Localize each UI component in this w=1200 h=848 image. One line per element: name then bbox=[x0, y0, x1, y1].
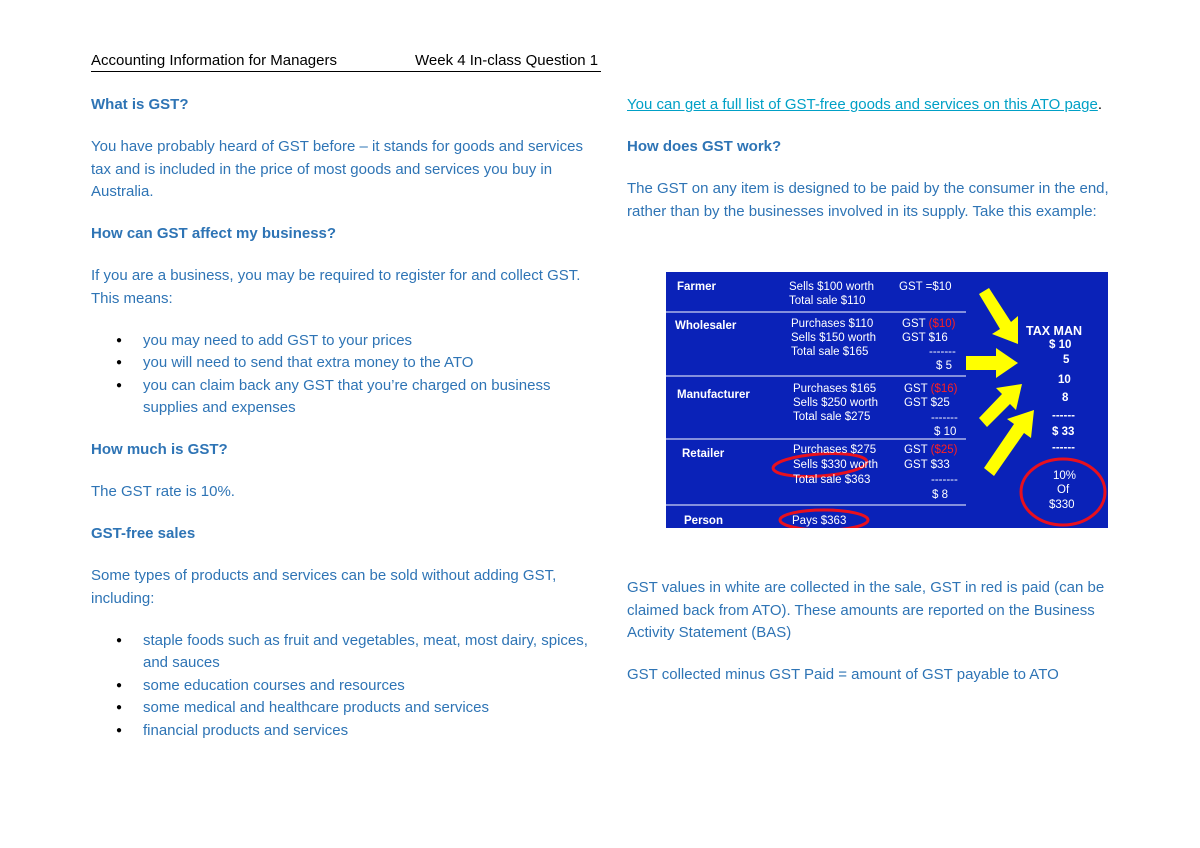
gst-label: GST bbox=[904, 383, 928, 395]
left-column bbox=[91, 94, 607, 742]
paragraph-rate: The GST rate is 10%. bbox=[91, 483, 235, 500]
row-label-wholesaler: Wholesaler bbox=[675, 320, 737, 332]
list-item: ● you will need to send that extra money to the ATO bbox=[91, 352, 607, 375]
ato-link-paragraph bbox=[627, 94, 1137, 117]
ato-gst-free-link[interactable]: You can get a full list of GST-free goods and services on this ATO page bbox=[627, 96, 1098, 113]
row-label-person: Person bbox=[684, 515, 723, 527]
gst-flow-diagram bbox=[666, 272, 1108, 528]
paragraph-gst-payable: GST collected minus GST Paid = amount of GST payable to ATO bbox=[627, 666, 1059, 683]
taxman-value: 8 bbox=[1062, 392, 1069, 404]
wholesaler-purchases: Purchases $110 bbox=[791, 318, 874, 330]
manufacturer-purchases: Purchases $165 bbox=[793, 383, 877, 395]
gst-paid-value: ($16) bbox=[930, 383, 958, 395]
row-label-retailer: Retailer bbox=[682, 448, 725, 460]
header-course-title: Accounting Information for Managers bbox=[91, 52, 337, 69]
list-item: ● staple foods such as fruit and vegetables, meat, most dairy, spices, and sauces bbox=[91, 630, 607, 675]
manufacturer-sells: Sells $250 worth bbox=[793, 397, 879, 409]
row-label-manufacturer: Manufacturer bbox=[677, 389, 750, 401]
arrow-shape bbox=[966, 348, 1018, 378]
wholesaler-dash: ------- bbox=[929, 346, 956, 358]
person-pays: Pays $363 bbox=[792, 515, 847, 527]
heading-gst-free: GST-free sales bbox=[91, 525, 196, 542]
manufacturer-gst-collected: GST $25 bbox=[904, 397, 950, 409]
list-obligations bbox=[91, 330, 607, 420]
taxman-dash: ------ bbox=[1052, 410, 1075, 422]
gst-label: GST bbox=[904, 444, 928, 456]
retailer-total: Total sale $363 bbox=[793, 474, 871, 486]
gst-paid-value: ($25) bbox=[930, 444, 958, 456]
taxman-dash: ------ bbox=[1052, 442, 1075, 454]
wholesaler-sells: Sells $150 worth bbox=[791, 332, 877, 344]
paragraph-register: If you are a business, you may be required to register for and collect GST. This means: bbox=[91, 267, 581, 307]
list-item: ● you can claim back any GST that you’re charged on business supplies and expenses bbox=[91, 375, 607, 420]
manufacturer-dash: ------- bbox=[931, 412, 958, 424]
taxman-value: $ 10 bbox=[1049, 339, 1072, 351]
list-item: ● you may need to add GST to your prices bbox=[91, 330, 607, 353]
farmer-sells: Sells $100 worth bbox=[789, 281, 875, 293]
taxman-value: 5 bbox=[1063, 354, 1070, 366]
arrow-shape bbox=[979, 288, 1018, 344]
manufacturer-net: $ 10 bbox=[934, 426, 957, 438]
header-question-title: Week 4 In-class Question 1 bbox=[415, 52, 599, 69]
heading-gst-affect: How can GST affect my business? bbox=[91, 225, 337, 242]
retailer-sells: Sells $330 worth bbox=[793, 459, 879, 471]
paragraph-gst-consumer: The GST on any item is designed to be paid by the consumer in the end, rather than by the businesses involved in its supply. Take this example: bbox=[627, 180, 1109, 220]
gst-paid-value: ($10) bbox=[928, 318, 956, 330]
list-item: ● some medical and healthcare products and services bbox=[91, 697, 607, 720]
taxman-value: 10 bbox=[1058, 374, 1071, 386]
row-label-farmer: Farmer bbox=[677, 281, 716, 293]
taxman-total: $ 33 bbox=[1052, 426, 1075, 438]
percent-label: 10% bbox=[1053, 470, 1077, 482]
link-period: . bbox=[1097, 96, 1103, 113]
retailer-net: $ 8 bbox=[932, 489, 948, 501]
percent-label: Of bbox=[1057, 484, 1070, 496]
wholesaler-gst-paid bbox=[902, 318, 956, 331]
manufacturer-gst-paid bbox=[904, 383, 958, 396]
list-item: ● some education courses and resources bbox=[91, 675, 607, 698]
list-gst-free bbox=[91, 630, 607, 743]
retailer-purchases: Purchases $275 bbox=[793, 444, 877, 456]
gst-label: GST bbox=[902, 318, 926, 330]
manufacturer-total: Total sale $275 bbox=[793, 411, 871, 423]
heading-how-gst-works: How does GST work? bbox=[627, 138, 782, 155]
wholesaler-total: Total sale $165 bbox=[791, 346, 869, 358]
heading-what-is-gst: What is GST? bbox=[91, 96, 189, 113]
page-header bbox=[91, 52, 601, 72]
percent-label: $330 bbox=[1049, 499, 1075, 511]
farmer-total: Total sale $110 bbox=[789, 295, 866, 307]
taxman-title: TAX MAN bbox=[1026, 324, 1083, 338]
paragraph-gst-colors: GST values in white are collected in the sale, GST in red is paid (can be claimed back from ATO). These amounts are reported on the Business Activity Statement (BAS) bbox=[627, 579, 1105, 641]
paragraph-gst-intro: You have probably heard of GST before – it stands for goods and services tax and is included in the price of most goods and services you buy in Australia. bbox=[91, 138, 583, 200]
paragraph-gst-free: Some types of products and services can be sold without adding GST, including: bbox=[91, 567, 557, 607]
wholesaler-gst-collected: GST $16 bbox=[902, 332, 948, 344]
wholesaler-net: $ 5 bbox=[936, 360, 952, 372]
farmer-gst: GST =$10 bbox=[899, 281, 952, 293]
right-column bbox=[627, 94, 1137, 223]
retailer-gst-collected: GST $33 bbox=[904, 459, 950, 471]
retailer-gst-paid bbox=[904, 444, 958, 457]
list-item: ● financial products and services bbox=[91, 720, 607, 743]
heading-how-much: How much is GST? bbox=[91, 441, 228, 458]
retailer-dash: ------- bbox=[931, 474, 958, 486]
